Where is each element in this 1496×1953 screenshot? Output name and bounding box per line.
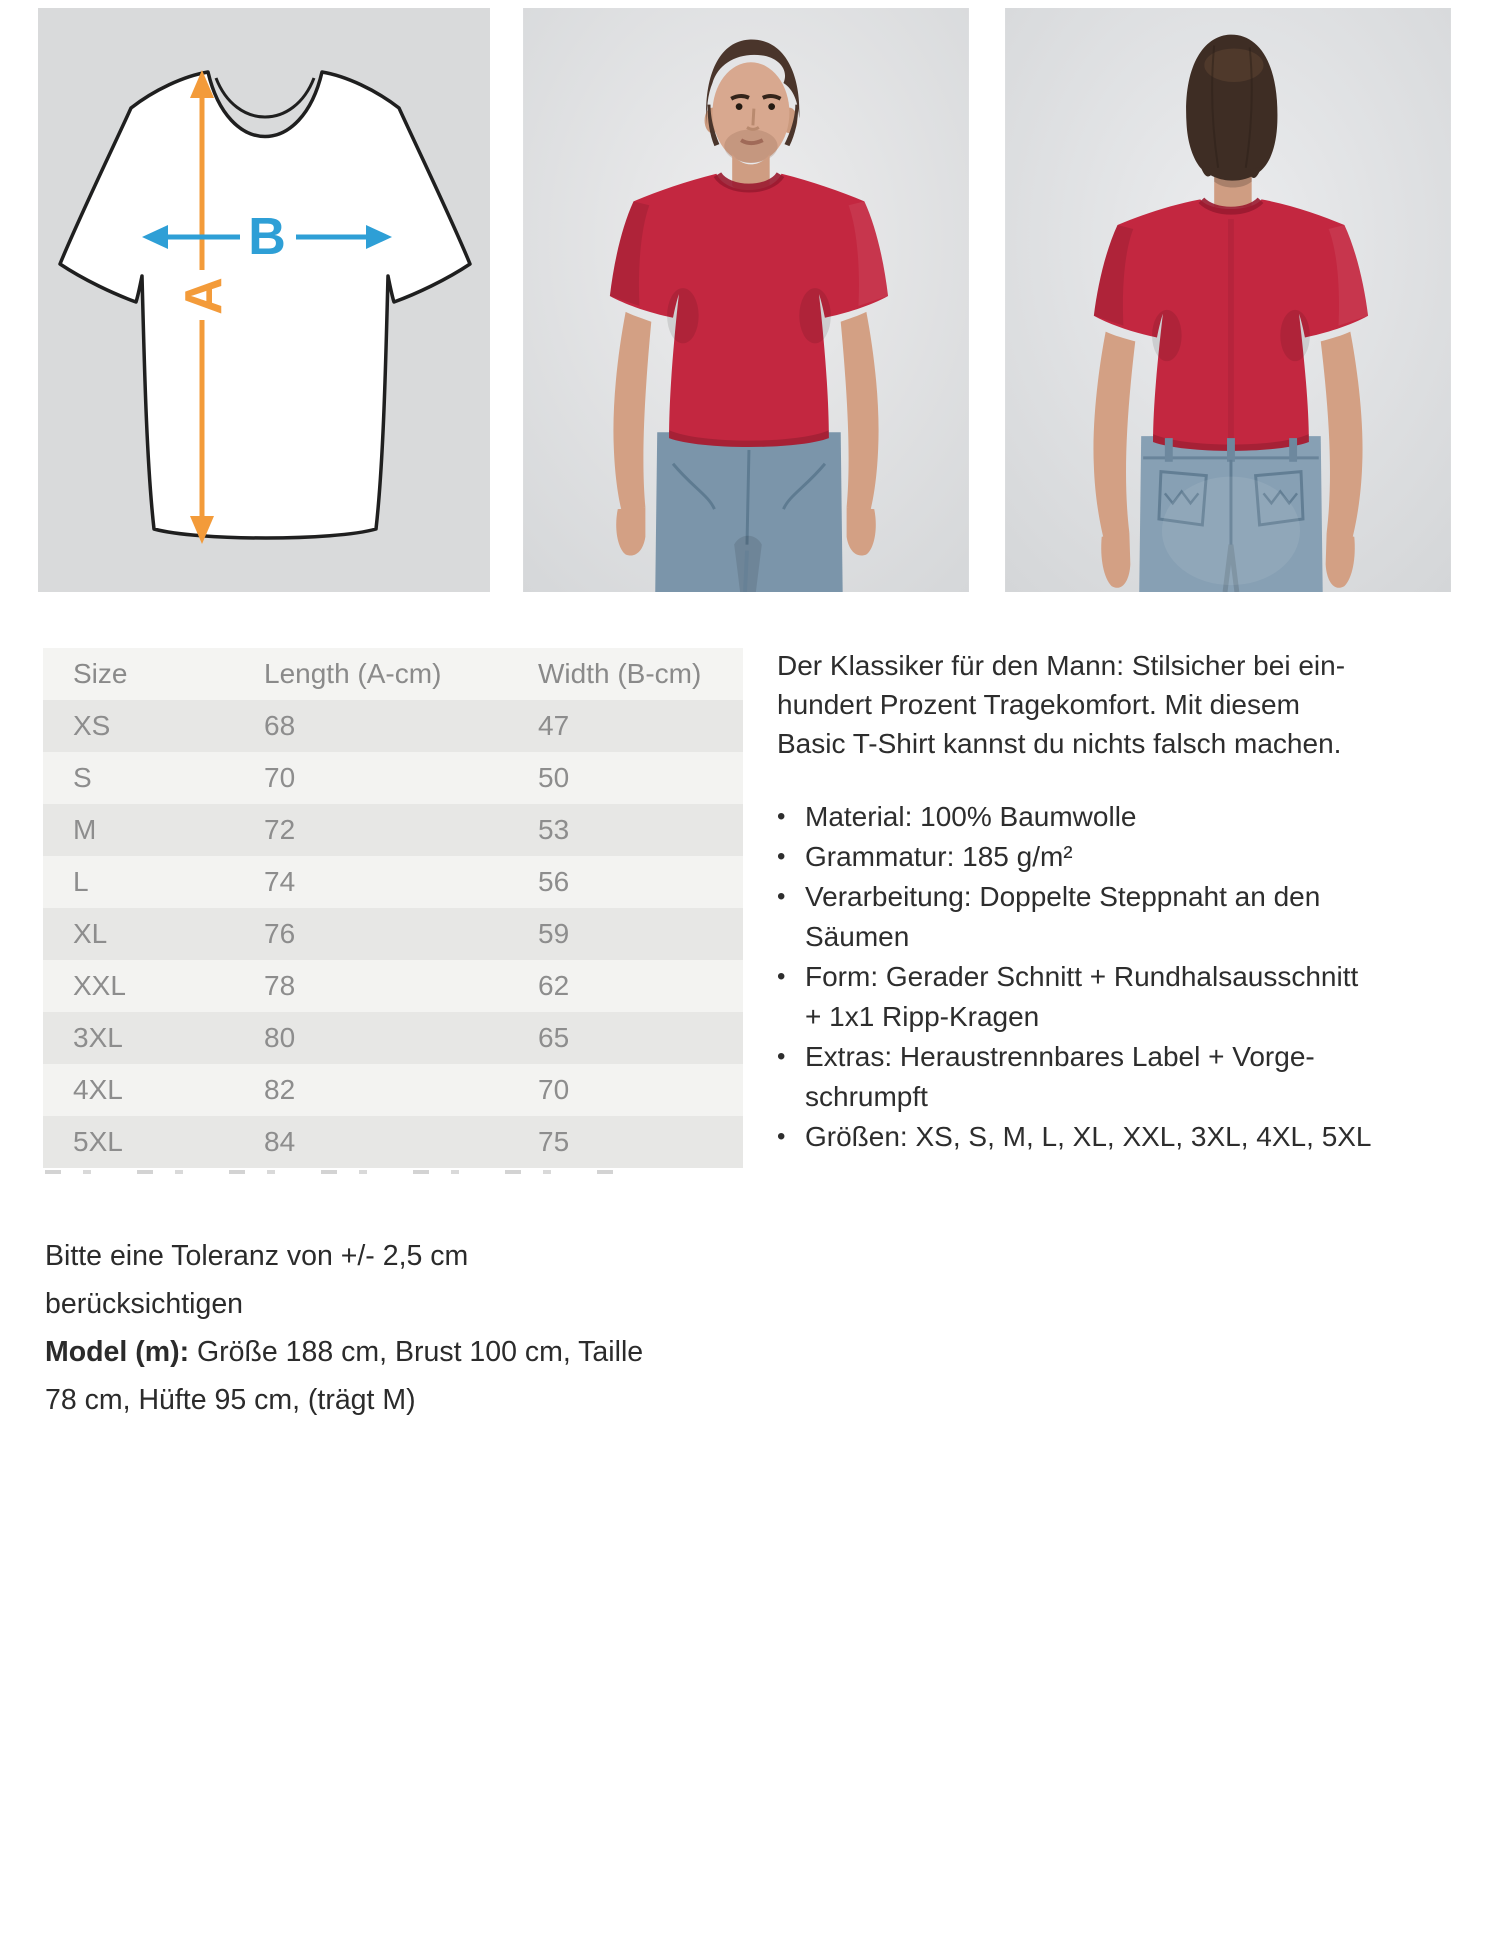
size-diagram-image — [38, 8, 490, 592]
length-cell: 80 — [264, 1022, 296, 1053]
bullet-dot: • — [777, 883, 786, 910]
spec-bullet-groessen — [777, 1117, 1467, 1157]
model-back-figure — [1002, 8, 1454, 592]
size-row-s — [43, 752, 743, 804]
size-cell: M — [73, 814, 97, 845]
size-row-4xl — [43, 1064, 743, 1116]
model-hair-back — [1186, 35, 1277, 181]
bullet-dot: • — [777, 1043, 786, 1070]
width-cell: 59 — [538, 918, 570, 949]
size-row-m — [43, 804, 743, 856]
model-front-photo — [520, 8, 972, 592]
model-measurements-line2: 78 cm, Hüfte 95 cm, (trägt M) — [45, 1384, 416, 1416]
model-measurements — [45, 1328, 645, 1376]
spec-bullet-verarbeitung — [777, 877, 1467, 957]
size-row-l — [43, 856, 743, 908]
size-row-xl — [43, 908, 743, 960]
length-cell: 72 — [264, 814, 296, 845]
size-row-3xl — [43, 1012, 743, 1064]
width-cell: 65 — [538, 1022, 570, 1053]
bullet-dot: • — [777, 803, 786, 830]
model-measurements-line1: Größe 188 cm, Brust 100 cm, Taille — [189, 1336, 644, 1368]
intro-line: Basic T-Shirt kannst du nichts falsch machen. — [777, 728, 1342, 759]
spec-bullet-grammatur — [777, 837, 1467, 877]
width-cell: 47 — [538, 710, 570, 741]
size-row-xxl — [43, 960, 743, 1012]
size-table — [43, 648, 743, 1168]
bullet-line: + 1x1 Ripp-Kragen — [805, 1001, 1040, 1032]
size-row-5xl — [43, 1116, 743, 1168]
bullet-line: Extras: Heraustrennbares Label + Vorge- — [805, 1041, 1315, 1072]
spec-bullet-form — [777, 957, 1467, 1037]
model-label: Model (m): — [45, 1336, 190, 1368]
size-cell: XS — [73, 710, 111, 741]
size-table-header-row — [43, 648, 743, 700]
bullet-dot: • — [777, 843, 786, 870]
label-b: B — [248, 208, 286, 266]
length-cell: 68 — [264, 710, 296, 741]
size-row-xs — [43, 700, 743, 752]
spec-bullet-extras — [777, 1037, 1467, 1117]
length-cell: 82 — [264, 1074, 296, 1105]
size-cell: S — [73, 762, 92, 793]
width-cell: 62 — [538, 970, 570, 1001]
width-cell: 53 — [538, 814, 570, 845]
spec-bullet-material — [777, 797, 1467, 837]
clipped-row-remnant — [45, 1170, 613, 1174]
spec-bullet-list — [777, 797, 1467, 1157]
column-header-width: Width (B-cm) — [538, 658, 702, 689]
size-cell: XXL — [73, 970, 126, 1001]
model-front-figure — [520, 8, 972, 592]
length-cell: 74 — [264, 866, 296, 897]
column-header-length: Length (A-cm) — [264, 658, 442, 689]
width-cell: 75 — [538, 1126, 570, 1157]
label-a: A — [175, 277, 233, 315]
size-cell: L — [73, 866, 89, 897]
intro-line: hundert Prozent Tragekomfort. Mit diesem — [777, 689, 1300, 720]
bullet-line: Form: Gerader Schnitt + Rundhalsausschnitt — [805, 961, 1359, 992]
bullet-line: Grammatur: 185 g/m² — [805, 841, 1073, 872]
bullet-line: Säumen — [805, 921, 910, 952]
length-cell: 84 — [264, 1126, 296, 1157]
size-diagram — [38, 8, 490, 592]
column-header-size: Size — [73, 658, 128, 689]
size-cell: XL — [73, 918, 108, 949]
size-cell: 3XL — [73, 1022, 123, 1053]
width-cell: 56 — [538, 866, 570, 897]
measurement-notes — [45, 1232, 645, 1424]
bullet-line: Material: 100% Baumwolle — [805, 801, 1137, 832]
tolerance-note: Bitte eine Toleranz von +/- 2,5 cm berücksichtigen — [45, 1240, 469, 1320]
product-description — [777, 646, 1467, 1157]
bullet-line: Größen: XS, S, M, L, XL, XXL, 3XL, 4XL, 5XL — [805, 1121, 1372, 1152]
bullet-line: schrumpft — [805, 1081, 928, 1112]
width-cell: 50 — [538, 762, 570, 793]
length-cell: 78 — [264, 970, 296, 1001]
size-cell: 4XL — [73, 1074, 123, 1105]
bullet-dot: • — [777, 963, 786, 990]
description-intro — [777, 646, 1467, 763]
width-cell: 70 — [538, 1074, 570, 1105]
length-cell: 70 — [264, 762, 296, 793]
size-cell: 5XL — [73, 1126, 123, 1157]
model-back-photo — [1002, 8, 1454, 592]
bullet-line: Verarbeitung: Doppelte Steppnaht an den — [805, 881, 1321, 912]
intro-line: Der Klassiker für den Mann: Stilsicher bei ein- — [777, 650, 1346, 681]
bullet-dot: • — [777, 1123, 786, 1150]
length-cell: 76 — [264, 918, 296, 949]
